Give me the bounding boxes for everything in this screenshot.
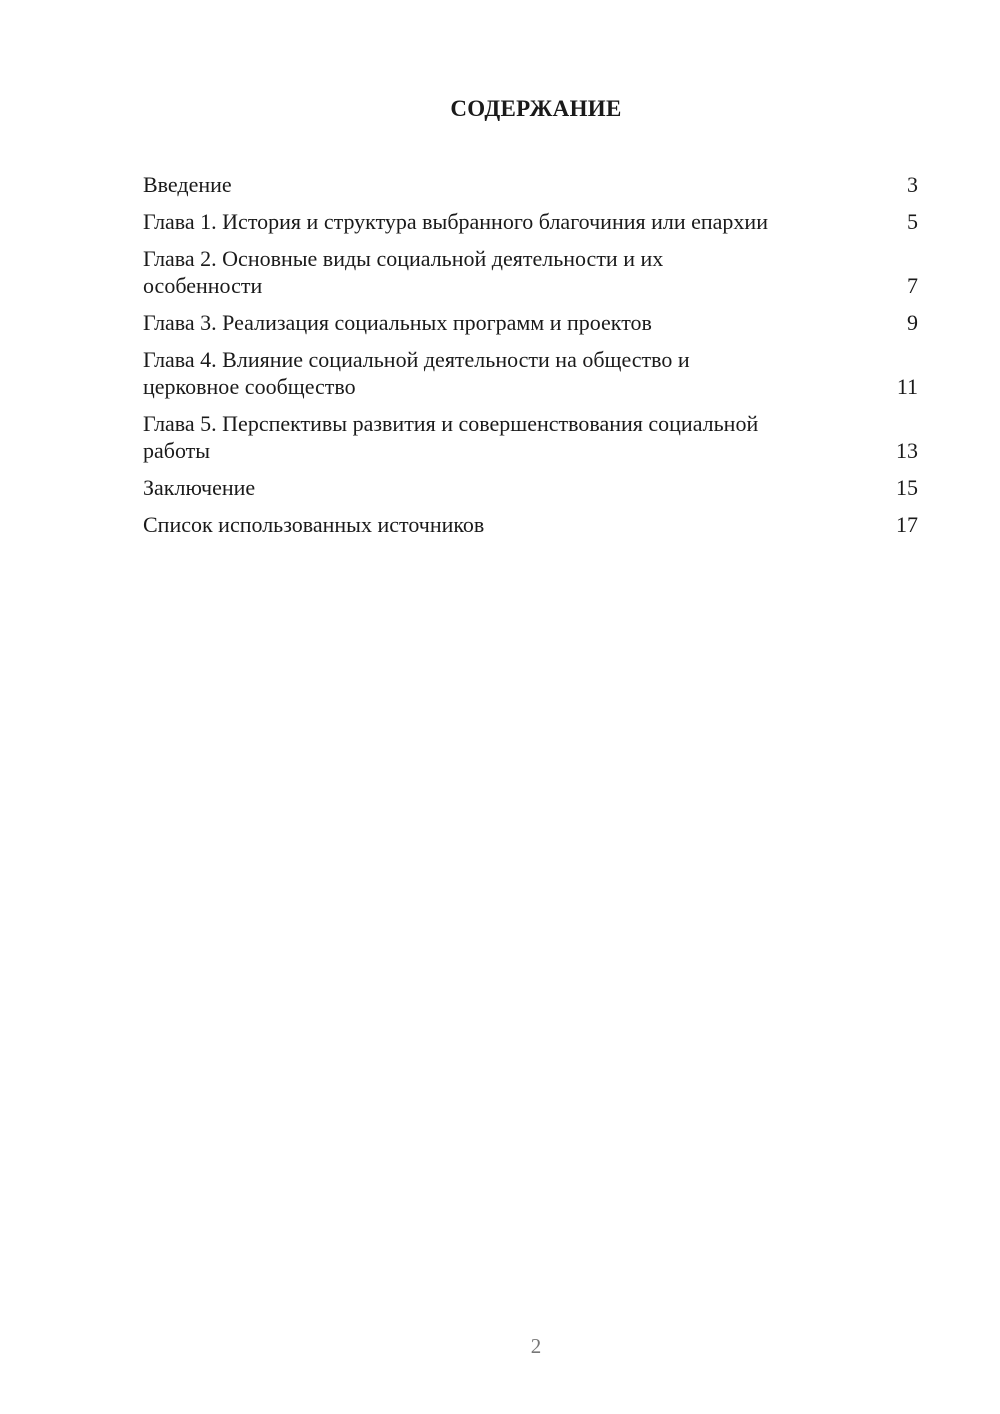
toc-entry-title: Глава 2. Основные виды социальной деятельности и их особенности — [143, 246, 664, 298]
toc-heading: СОДЕРЖАНИЕ — [450, 96, 622, 121]
toc-entry-chapter-2 — [143, 245, 918, 299]
toc-entry-title: Глава 4. Влияние социальной деятельности на общество и церковное сообщество — [143, 347, 690, 399]
toc-entry-page: 17 — [896, 512, 918, 537]
toc-entry-title: Введение — [143, 172, 232, 197]
toc-entry-title: Заключение — [143, 475, 256, 500]
toc-entry-title: Глава 1. История и структура выбранного благочиния или епархии — [143, 209, 768, 234]
toc-entry-title: Глава 5. Перспективы развития и совершенствования социальной работы — [143, 411, 759, 463]
toc-entry-page: 11 — [896, 374, 918, 399]
toc-entry-page: 13 — [896, 438, 918, 463]
toc-entry-chapter-4 — [143, 346, 918, 400]
toc-entry-page: 7 — [907, 273, 918, 298]
toc-entry-references — [143, 511, 918, 538]
table-of-contents — [143, 171, 918, 548]
toc-entry-conclusion — [143, 474, 918, 501]
toc-entry-page: 3 — [907, 172, 918, 197]
toc-entry-title: Список использованных источников — [143, 512, 485, 537]
toc-entry-introduction — [143, 171, 918, 198]
toc-entry-page: 9 — [907, 310, 918, 335]
page-number: 2 — [530, 1334, 542, 1358]
toc-entry-chapter-1 — [143, 208, 918, 235]
toc-entry-page: 15 — [896, 475, 918, 500]
toc-entry-chapter-3 — [143, 309, 918, 336]
toc-entry-title: Глава 3. Реализация социальных программ и проектов — [143, 310, 652, 335]
toc-entry-chapter-5 — [143, 410, 918, 464]
toc-entry-page: 5 — [907, 209, 918, 234]
